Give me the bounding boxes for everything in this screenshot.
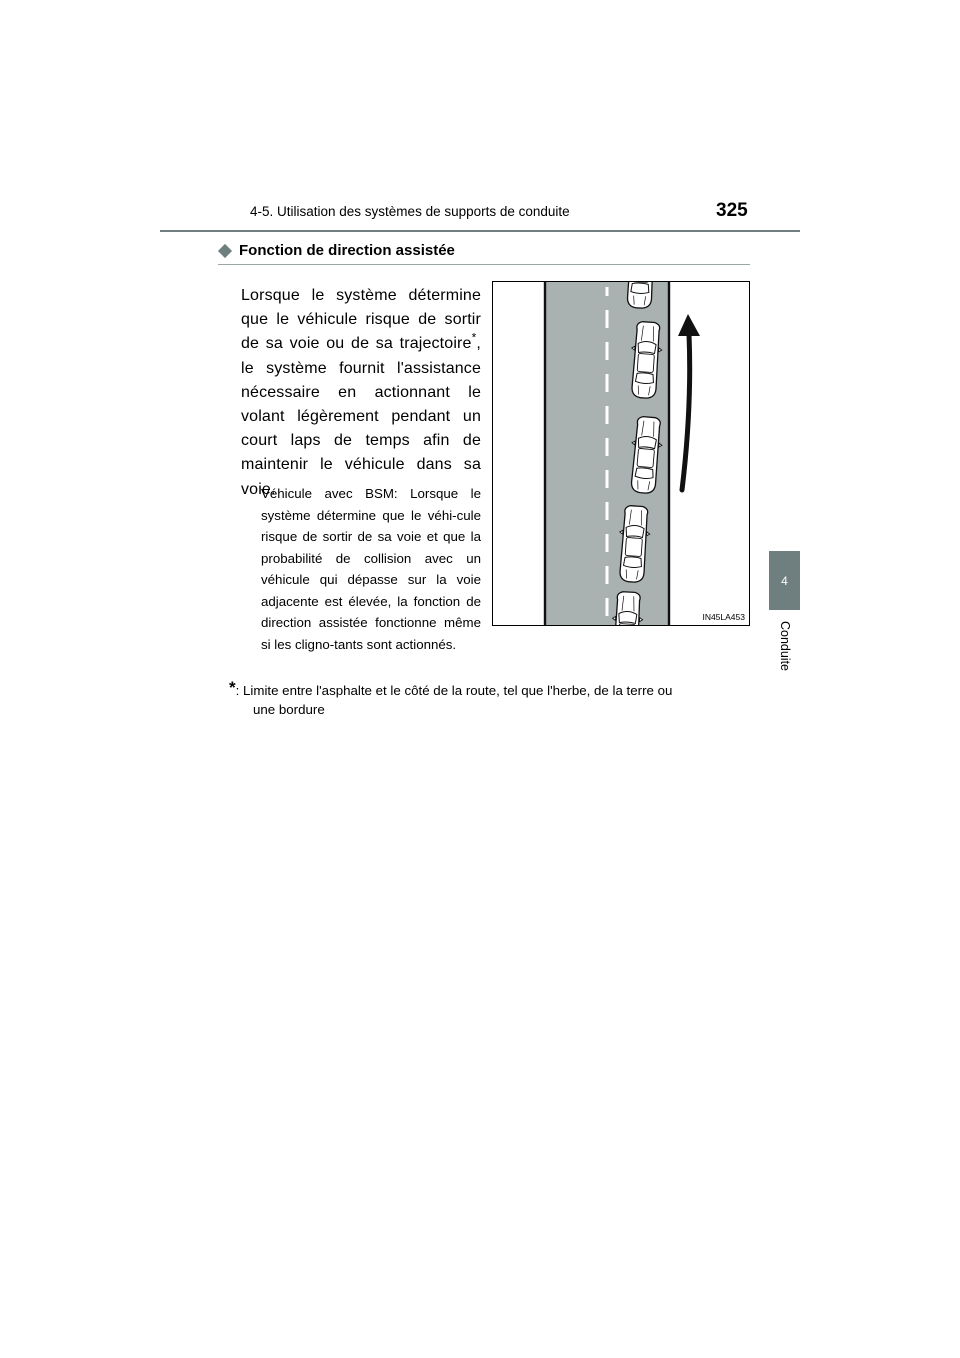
figure-code: IN45LA453 bbox=[702, 612, 745, 622]
chapter-label: Conduite bbox=[778, 620, 792, 672]
footnote-line2: une bordure bbox=[253, 702, 325, 717]
main-paragraph-part1: Lorsque le système détermine que le véhicule risque de sortir de sa voie ou de sa trajectoire bbox=[241, 287, 481, 353]
heading-rule bbox=[218, 264, 750, 265]
main-paragraph bbox=[241, 284, 481, 502]
footnote-ref-marker: * bbox=[471, 331, 477, 346]
footnote bbox=[229, 678, 769, 719]
main-paragraph-part2: , le système fournit l'assistance nécessaire en actionnant le volant légèrement pendant un court laps de temps afin de maintenir le véhicule dans sa voie. bbox=[241, 335, 481, 498]
page-number: 325 bbox=[716, 200, 748, 221]
section-heading bbox=[218, 242, 455, 259]
chapter-tab bbox=[769, 551, 800, 610]
bsm-note: Véhicule avec BSM: Lorsque le système détermine que le véhi-cule risque de sortir de sa voie et que la probabilité de collision avec un véhicule qui dépasse sur la voie adjacente est élevée, la fonction de direction assistée fonctionne même si les cligno-tants sont actionnés. bbox=[261, 486, 481, 652]
header-rule bbox=[160, 230, 800, 232]
chapter-number: 4 bbox=[781, 573, 788, 588]
footnote-marker: * bbox=[229, 678, 236, 697]
footnote-line1: : Limite entre l'asphalte et le côté de la route, tel que l'herbe, de la terre ou bbox=[235, 683, 673, 698]
assist-arrow-head bbox=[678, 314, 700, 336]
chapter-title: 4-5. Utilisation des systèmes de supports de conduite bbox=[250, 204, 570, 219]
lane-assist-illustration bbox=[492, 281, 750, 626]
assist-arrow-shaft bbox=[682, 334, 690, 490]
diamond-bullet-icon bbox=[218, 243, 232, 257]
section-heading-text: Fonction de direction assistée bbox=[239, 242, 455, 259]
illustration-svg bbox=[493, 282, 749, 625]
